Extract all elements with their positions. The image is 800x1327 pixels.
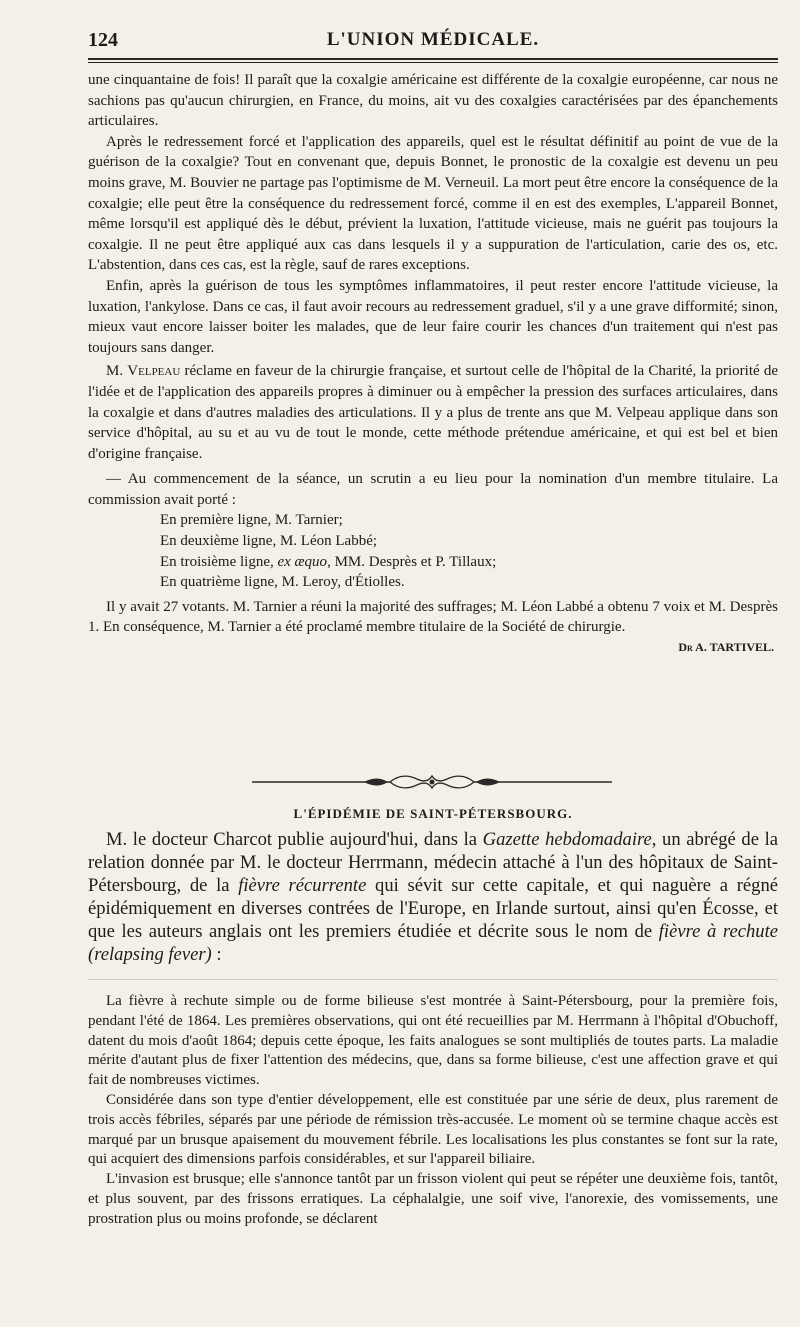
list-item <box>160 552 778 573</box>
paragraph-text: M. le docteur Charcot publie aujourd'hui, dans la <box>106 829 483 850</box>
epidemic-intro <box>88 828 778 966</box>
paragraph: L'invasion est brusque; elle s'annonce tantôt par un frisson violent qui peut se répéter une deuxième fois, tantôt, et plus souvent, par des frissons erratiques. La céphalalgie, une soif vive, l'anorexie, des vomissements, une prostration plus ou moins profonde, se déclarent <box>88 1171 778 1227</box>
paragraph-prefix: M. <box>106 363 128 380</box>
divider <box>88 979 778 980</box>
paragraph: une cinquantaine de fois! Il paraît que la coxalgie américaine est différente de la coxalgie européenne, car nous ne sachions pas qu'aucun chirurgien, en France, du moins, ait vu des coxalgies caractérisées par des épanchements articulaires. <box>88 72 778 130</box>
paragraph: Après le redressement forcé et l'application des appareils, quel est le résultat définitif au point de vue de la guérison de la coxalgie? Tout en convenant que, depuis Bonnet, le pronostic de la coxalgie est devenu un peu moins grave, M. Bouvier ne partage pas l'optimisme de M. Verneuil. La mort peut être encore la conséquence de la coxalgie; elle peut être la conséquence du redressement forcé, comme il en est des exemples, L'appareil Bonnet, même lorsqu'il est appliqué dès le début, prévient la luxation, l'attitude vicieuse, mais ne guérit pas toujours la coxalgie. Il ne peut être appliqué aux cas dans lesquels il y a suppuration de l'articulation, carie des os, etc. L'abstention, dans ces cas, est la règle, sauf de rares exceptions. <box>88 133 778 274</box>
paragraph: Enfin, après la guérison de tous les symptômes inflammatoires, il peut rester encore l'attitude vicieuse, la luxation, l'ankylose. Dans ce cas, il faut avoir recours au redressement graduel, s'il y a une grave difformité; sinon, mieux vaut encore laisser boiter les malades, que de leur faire courir les chances d'un traitement qui n'est pas toujours sans danger. <box>88 277 778 356</box>
person-name: Velpeau <box>127 363 181 380</box>
paragraph <box>88 828 778 966</box>
list-item: En deuxième ligne, M. Léon Labbé; <box>160 533 378 550</box>
paragraph: La fièvre à rechute simple ou de forme bilieuse s'est montrée à Saint-Pétersbourg, pour la première fois, pendant l'été de 1864. Les premières observations, qui ont été recueillies par M. Herrmann à l'hôpital d'Obuchoff, datent du mois d'août 1864; depuis cette époque, les faits analogues se sont multipliés de toutes parts. La maladie mérite d'autant plus de fixer l'attention des médecins, que, dans sa forme bilieuse, c'est une affection grave et qui fait de nombreuses victimes. <box>88 993 778 1089</box>
page-header <box>88 24 778 54</box>
header-rule <box>88 58 778 60</box>
epidemic-quotation <box>88 992 778 1230</box>
paragraph-text: réclame en faveur de la chirurgie française, et surtout celle de l'hôpital de la Charité, la priorité de l'idée et de l'application des appareils propres à diminuer ou à empêcher la pression des surfaces articulaires, dans la coxalgie et dans d'autres maladies des articulations. Il y a plus de trente ans que M. Velpeau applique dans son service d'hôpital, au su et au vu de tout le monde, cette méthode prétendue américaine, et qui est bel et bien d'origine française. <box>88 363 778 462</box>
list-text: , MM. Desprès et P. Tillaux; <box>327 553 497 570</box>
list-text: En troisième ligne, <box>160 553 278 570</box>
running-title: L'UNION MÉDICALE. <box>326 29 540 50</box>
section-title: L'ÉPIDÉMIE DE SAINT-PÉTERSBOURG. <box>293 806 573 821</box>
paragraph-text: , un abrégé de la relation donnée par M. le docteur Herrmann, médecin attaché à l'un des hôpitaux de Saint-Pétersbourg, de la <box>88 829 779 896</box>
paragraph: — Au commencement de la séance, un scrutin a eu lieu pour la nomination d'un membre titulaire. La commission avait porté : <box>88 471 778 508</box>
paragraph-text: : <box>211 944 222 965</box>
societe-chirurgie-report <box>88 70 778 655</box>
page-number: 124 <box>88 29 118 51</box>
list-item: En première ligne, M. Tarnier; <box>160 512 343 529</box>
paragraph-text: qui sévit sur cette capitale, et qui naguère a régné épidémiquement en diverses contrées de l'Europe, en Irlande surtout, ainsi qu'en Écosse, et que les auteurs anglais ont les premiers étudiée et décrite sous le nom de <box>88 875 779 942</box>
list-italic: ex æquo <box>277 553 328 570</box>
disease-name: fièvre récurrente <box>238 875 367 896</box>
paragraph: Il y avait 27 votants. M. Tarnier a réuni la majorité des suffrages; M. Léon Labbé a obtenu 7 voix et M. Desprès 1. En conséquence, M. Tarnier a été proclamé membre titulaire de la Société de chirurgie. <box>88 598 778 636</box>
list-item: En quatrième ligne, M. Leroy, d'Étiolles. <box>160 574 405 591</box>
paragraph <box>88 361 778 464</box>
paragraph: Considérée dans son type d'entier développement, elle est constituée par une série de deux, plus rarement de trois accès fébriles, séparés par une période de rémission très-accusée. Le moment où se termine chaque accès est marqué par un brusque apaisement du mouvement fébrile. Les localisations les plus constantes se font sur la rate, qui acquiert des dimensions parfois considérables, et sur l'appareil biliaire. <box>88 1091 778 1168</box>
header-rule-thin <box>88 62 778 63</box>
disease-name-english: fièvre à rechute (relapsing fever) <box>88 921 778 965</box>
section-ornament <box>252 770 612 794</box>
candidate-list <box>88 510 778 592</box>
journal-title: Gazette hebdomadaire <box>482 829 652 850</box>
signature: Dr A. TARTIVEL. <box>678 640 774 655</box>
